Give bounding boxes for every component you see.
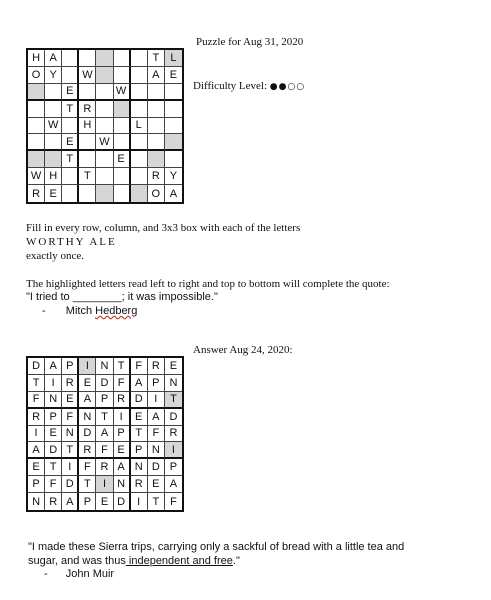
grid-cell[interactable]: W [28, 168, 45, 185]
grid-cell[interactable]: A [169, 187, 178, 200]
grid-cell[interactable]: O [148, 185, 165, 202]
grid-cell: E [96, 493, 113, 510]
grid-cell[interactable]: R [28, 185, 45, 202]
grid-cell: E [79, 375, 96, 392]
grid-cell: A [148, 409, 165, 426]
grid-cell[interactable] [165, 84, 182, 101]
grid-cell[interactable] [79, 151, 96, 168]
grid-cell[interactable] [96, 151, 113, 168]
grid-cell: A [45, 358, 62, 375]
grid-cell[interactable] [148, 134, 165, 151]
grid-cell[interactable] [131, 168, 148, 185]
answer-attribution-dash: - [44, 568, 48, 580]
quote-attribution [42, 305, 137, 317]
grid-cell[interactable] [45, 84, 62, 101]
grid-cell: A [28, 442, 45, 459]
grid-cell[interactable]: A [45, 50, 62, 67]
grid-cell: T [114, 358, 131, 375]
grid-cell[interactable] [62, 118, 79, 135]
grid-cell[interactable] [131, 185, 148, 202]
answer-author: John Muir [65, 568, 115, 580]
answer-quote-line-1: "I made these Sierra trips, carrying only a sackful of bread with a little tea and [28, 541, 405, 553]
grid-cell: E [165, 358, 182, 375]
grid-cell: T [96, 409, 113, 426]
grid-cell[interactable]: E [62, 84, 79, 101]
grid-cell: T [131, 426, 148, 443]
grid-cell: P [131, 442, 148, 459]
grid-cell[interactable] [131, 67, 148, 84]
grid-cell: N [131, 459, 148, 476]
grid-cell[interactable]: W [79, 67, 96, 84]
grid-cell[interactable] [96, 118, 113, 135]
answer-grid [26, 356, 184, 512]
difficulty-dots: ●●○○ [269, 82, 306, 92]
puzzle-title: Puzzle for Aug 31, 2020 [196, 36, 304, 48]
grid-cell: N [114, 476, 131, 493]
grid-cell[interactable]: W [114, 84, 131, 101]
grid-cell: I [62, 459, 79, 476]
grid-cell[interactable]: L [165, 50, 182, 67]
grid-cell: T [79, 476, 96, 493]
grid-cell[interactable] [96, 101, 113, 118]
grid-cell: I [131, 493, 148, 510]
grid-cell: I [45, 375, 62, 392]
grid-cell[interactable] [28, 151, 45, 168]
grid-cell: D [45, 442, 62, 459]
grid-cell: N [165, 375, 182, 392]
grid-cell: D [96, 375, 113, 392]
grid-cell: D [28, 358, 45, 375]
grid-cell[interactable]: H [45, 168, 62, 185]
grid-cell: A [131, 375, 148, 392]
grid-cell[interactable]: T [148, 50, 165, 67]
grid-cell: D [165, 409, 182, 426]
instruction-line-3: exactly once. [26, 250, 85, 262]
grid-cell[interactable] [131, 134, 148, 151]
attribution-dash: - [42, 305, 46, 317]
grid-cell: I [114, 409, 131, 426]
grid-cell: T [28, 375, 45, 392]
grid-cell: P [96, 392, 113, 409]
grid-cell[interactable] [148, 84, 165, 101]
grid-cell: I [28, 426, 45, 443]
grid-cell[interactable] [114, 134, 131, 151]
answer-quote-solution: independent and free [125, 555, 233, 567]
answer-attribution [44, 568, 114, 580]
grid-cell: R [148, 358, 165, 375]
answer-quote-text: sugar, and was thus [28, 555, 126, 567]
grid-cell: T [165, 392, 182, 409]
grid-cell: I [165, 442, 182, 459]
grid-cell: P [28, 476, 45, 493]
author-last-name: Hedberg [95, 305, 138, 317]
grid-cell: D [131, 392, 148, 409]
instruction-line-1: Fill in every row, column, and 3x3 box with each of the letters [26, 222, 301, 234]
grid-cell[interactable] [45, 101, 62, 118]
answer-quote-end: ." [232, 555, 240, 567]
grid-cell: R [45, 493, 62, 510]
grid-cell: A [165, 476, 182, 493]
grid-cell[interactable] [28, 101, 45, 118]
grid-cell: I [96, 476, 113, 493]
grid-cell: E [148, 476, 165, 493]
grid-cell: R [62, 375, 79, 392]
grid-cell: N [28, 493, 45, 510]
grid-cell[interactable]: T [79, 168, 96, 185]
grid-cell[interactable] [114, 67, 131, 84]
grid-cell[interactable] [114, 168, 131, 185]
grid-cell: D [62, 476, 79, 493]
grid-cell: E [114, 442, 131, 459]
grid-cell[interactable] [45, 134, 62, 151]
grid-cell: R [114, 392, 131, 409]
grid-cell[interactable] [62, 67, 79, 84]
grid-cell[interactable]: T [62, 101, 79, 118]
grid-cell[interactable]: L [131, 118, 148, 135]
grid-cell: P [62, 358, 79, 375]
grid-cell: N [96, 358, 113, 375]
grid-cell[interactable] [165, 118, 182, 135]
grid-cell: D [148, 459, 165, 476]
grid-cell[interactable]: R [148, 168, 165, 185]
puzzle-quote: "I tried to ________; it was impossible." [26, 291, 218, 303]
grid-cell[interactable] [79, 185, 96, 202]
grid-cell: N [79, 409, 96, 426]
answer-title: Answer Aug 24, 2020: [193, 344, 293, 356]
grid-cell[interactable] [45, 151, 62, 168]
grid-cell[interactable]: T [62, 151, 79, 168]
grid-cell[interactable] [28, 134, 45, 151]
grid-cell[interactable] [165, 151, 182, 168]
grid-cell: N [62, 426, 79, 443]
puzzle-grid [26, 48, 184, 204]
grid-cell[interactable]: E [114, 151, 131, 168]
grid-cell: R [165, 426, 182, 443]
grid-cell: I [79, 358, 96, 375]
grid-cell: I [148, 392, 165, 409]
grid-cell: F [45, 476, 62, 493]
grid-cell: F [148, 426, 165, 443]
grid-cell: P [45, 409, 62, 426]
grid-cell: A [62, 493, 79, 510]
grid-cell: F [131, 358, 148, 375]
grid-cell[interactable]: O [28, 67, 45, 84]
grid-cell: T [45, 459, 62, 476]
grid-cell[interactable] [114, 185, 131, 202]
grid-cell[interactable] [79, 134, 96, 151]
grid-cell: P [148, 375, 165, 392]
grid-cell: P [114, 426, 131, 443]
difficulty-label: Difficulty Level: [193, 80, 268, 92]
grid-cell[interactable] [131, 101, 148, 118]
grid-cell: F [79, 459, 96, 476]
grid-cell[interactable] [62, 185, 79, 202]
grid-cell[interactable] [96, 84, 113, 101]
grid-cell: E [45, 426, 62, 443]
grid-cell: F [28, 392, 45, 409]
grid-cell[interactable] [96, 168, 113, 185]
grid-cell[interactable] [96, 67, 113, 84]
grid-cell[interactable] [131, 50, 148, 67]
grid-cell[interactable]: H [28, 50, 45, 67]
grid-cell: N [45, 392, 62, 409]
grid-cell[interactable]: E [45, 185, 62, 202]
author-first-name: Mitch [65, 305, 93, 317]
grid-cell: F [62, 409, 79, 426]
grid-cell: A [114, 459, 131, 476]
grid-cell[interactable] [79, 50, 96, 67]
grid-cell: T [148, 493, 165, 510]
grid-cell[interactable]: W [45, 118, 62, 135]
grid-cell[interactable] [114, 118, 131, 135]
answer-quote-line-2 [28, 555, 240, 567]
grid-cell: E [131, 409, 148, 426]
letter-set: WORTHY ALE [26, 236, 117, 248]
grid-cell: E [28, 459, 45, 476]
grid-cell: R [79, 442, 96, 459]
grid-cell[interactable]: E [62, 134, 79, 151]
grid-cell[interactable] [79, 84, 96, 101]
grid-cell[interactable] [96, 185, 113, 202]
grid-cell: R [28, 409, 45, 426]
grid-cell: R [131, 476, 148, 493]
grid-cell[interactable] [62, 168, 79, 185]
grid-cell[interactable] [165, 134, 182, 151]
grid-cell[interactable] [148, 151, 165, 168]
grid-cell[interactable]: H [79, 118, 96, 135]
grid-cell[interactable] [131, 84, 148, 101]
grid-cell[interactable] [165, 101, 182, 118]
grid-cell[interactable]: Y [45, 67, 62, 84]
grid-cell[interactable]: A [148, 67, 165, 84]
grid-cell: E [62, 392, 79, 409]
grid-cell[interactable] [131, 151, 148, 168]
difficulty-row [193, 80, 305, 92]
grid-cell: A [79, 392, 96, 409]
grid-cell[interactable] [148, 118, 165, 135]
grid-cell[interactable] [114, 101, 131, 118]
hint-text: The highlighted letters read left to right and top to bottom will complete the quote: [26, 278, 390, 290]
grid-cell[interactable] [28, 84, 45, 101]
grid-cell: P [165, 459, 182, 476]
grid-cell[interactable]: W [96, 134, 113, 151]
grid-cell[interactable] [96, 50, 113, 67]
grid-cell: D [114, 493, 131, 510]
grid-cell: N [148, 442, 165, 459]
grid-cell: A [96, 426, 113, 443]
grid-cell[interactable]: E [165, 67, 182, 84]
grid-cell[interactable] [148, 101, 165, 118]
grid-cell[interactable] [114, 50, 131, 67]
grid-cell: F [114, 375, 131, 392]
grid-cell[interactable]: Y [165, 168, 182, 185]
grid-cell: T [62, 442, 79, 459]
grid-cell[interactable] [62, 50, 79, 67]
grid-cell[interactable] [28, 118, 45, 135]
grid-cell: P [79, 493, 96, 510]
grid-cell: F [170, 495, 177, 508]
grid-cell[interactable]: R [79, 101, 96, 118]
grid-cell: D [79, 426, 96, 443]
grid-cell: F [96, 442, 113, 459]
grid-cell: R [96, 459, 113, 476]
